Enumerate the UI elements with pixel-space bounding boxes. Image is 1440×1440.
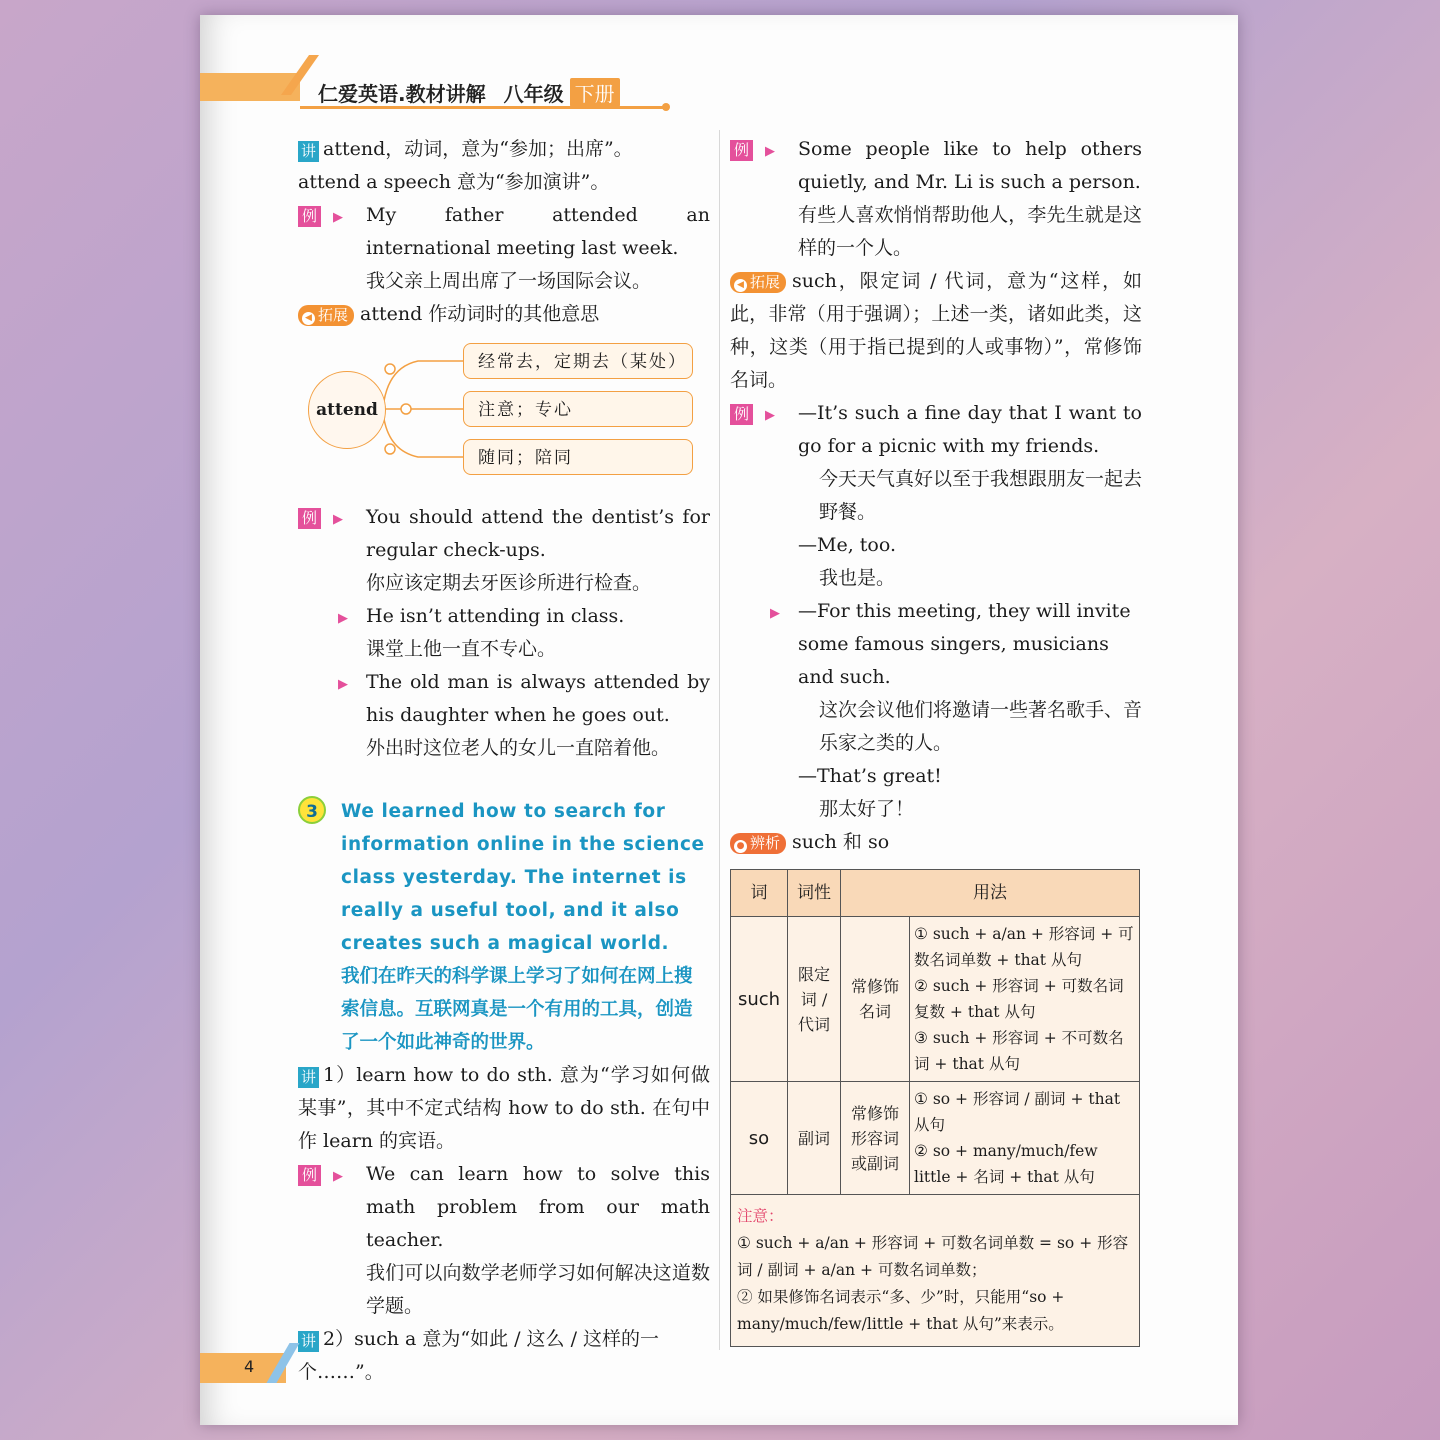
grade-label: 八年级 [503, 82, 564, 106]
jiang-tag: 讲 [298, 1067, 319, 1088]
jiang-tag: 讲 [298, 1331, 319, 1352]
table-header: 词性 [788, 870, 841, 917]
word-cell: so [731, 1082, 788, 1195]
extension-text: such，限定词 / 代词，意为“这样，如此，非常（用于强调）；上述一类，诸如此类，这种，这类（用于指已提到的人或事物）”，常修饰名词。 [730, 270, 1142, 391]
arrow-icon: ▶ [765, 144, 776, 159]
arrow-icon: ▶ [338, 677, 348, 692]
such-so-table [730, 869, 1140, 1347]
modifier-cell: 常修饰名词 [841, 917, 910, 1082]
li-tag: 例 [298, 508, 321, 529]
volume-badge: 下册 [570, 78, 620, 107]
dialogue-line-en: —It’s such a fine day that I want to go for a picnic with my friends. [798, 402, 1142, 457]
explain-attend-2: attend a speech 意为“参加演讲”。 [298, 171, 610, 193]
mindmap-item: 随同；陪同 [463, 439, 693, 475]
mindmap-item: 注意；专心 [463, 391, 693, 427]
arrow-icon: ▶ [338, 611, 348, 626]
usage-item: ① so + 形容词 / 副词 + that 从句 [914, 1090, 1121, 1134]
usage-cell [910, 1082, 1140, 1195]
sentence-number-badge: 3 [298, 796, 326, 824]
magnifier-icon: ● [734, 840, 747, 853]
explain-text: 2）such a 意为“如此 / 这么 / 这样的一个……”。 [298, 1328, 660, 1383]
pos-cell: 副词 [788, 1082, 841, 1195]
example-3 [298, 600, 710, 666]
dialogue-reply-cn: 我也是。 [819, 567, 896, 589]
example-1 [298, 199, 710, 298]
example-en: He isn’t attending in class. [366, 605, 625, 627]
key-sentence-3 [298, 795, 710, 1059]
note-title: 注意： [737, 1207, 784, 1225]
book-title: 仁爱英语.教材讲解 [318, 82, 486, 106]
key-sentence-en: We learned how to search for information online in the science class yesterday. The internet is really a useful tool, and it also creates such a magical world. [341, 801, 705, 954]
example-cn: 我父亲上周出席了一场国际会议。 [366, 270, 652, 292]
note-item: ① such + a/an + 形容词 + 可数名词单数 = so + 形容词 / 副词 + a/an + 可数名词单数； [737, 1234, 1129, 1279]
dialogue-line-cn: 这次会议他们将邀请一些著名歌手、音乐家之类的人。 [819, 699, 1143, 754]
sound-icon: ◀ [302, 312, 315, 325]
page-number: 4 [244, 1357, 255, 1376]
example-2 [298, 501, 710, 600]
table-row [731, 1082, 1140, 1195]
li-tag: 例 [298, 1165, 321, 1186]
li-tag: 例 [298, 206, 321, 227]
word-cell: such [731, 917, 788, 1082]
arrow-icon: ▶ [333, 512, 344, 527]
header-underline [300, 106, 665, 109]
modifier-cell: 常修饰形容词或副词 [841, 1082, 910, 1195]
table-header: 用法 [841, 870, 1140, 917]
dialogue-reply-en: —Me, too. [798, 534, 896, 556]
explain-text: attend，动词，意为“参加；出席”。 [323, 138, 633, 160]
dialogue-reply-en: —That’s great! [798, 765, 942, 787]
explain-text: 1）learn how to do sth. 意为“学习如何做某事”，其中不定式结构 how to do sth. 在句中作 learn 的宾语。 [298, 1064, 710, 1152]
usage-item: ② such + 形容词 + 可数名词复数 + that 从句 [914, 977, 1124, 1021]
dialogue-2 [730, 595, 1142, 826]
usage-cell [910, 917, 1140, 1082]
example-such-1 [730, 133, 1142, 265]
analysis-such-so [730, 826, 1142, 859]
mindmap-center: attend [308, 371, 386, 449]
arrow-icon: ▶ [770, 606, 780, 621]
example-4 [298, 666, 710, 765]
note-cell [731, 1195, 1140, 1347]
dialogue-1 [730, 397, 1142, 595]
table-header-row [731, 870, 1140, 917]
analysis-text: such 和 so [792, 831, 890, 853]
table-row [731, 917, 1140, 1082]
usage-item: ② so + many/much/few little + 名词 + that 从句 [914, 1142, 1098, 1186]
bianxi-label: 辨析 [750, 834, 781, 852]
explain-such-a [298, 1323, 710, 1389]
key-sentence-cn: 我们在昨天的科学课上学习了如何在网上搜索信息。互联网真是一个有用的工具，创造了一个如此神奇的世界。 [341, 966, 693, 1053]
extension-attend [298, 298, 710, 331]
example-en: My father attended an international meeting last week. [366, 204, 710, 259]
dialogue-line-cn: 今天天气真好以至于我想跟朋友一起去野餐。 [819, 468, 1143, 523]
tuozhan-label: 拓展 [318, 306, 349, 324]
example-en: We can learn how to solve this math problem from our math teacher. [366, 1163, 710, 1251]
example-cn: 你应该定期去牙医诊所进行检查。 [366, 572, 652, 594]
attend-mindmap [298, 339, 710, 491]
dialogue-line-en: —For this meeting, they will invite some famous singers, musicians and such. [798, 600, 1131, 688]
right-column [730, 133, 1142, 1347]
sound-icon: ◀ [734, 279, 747, 292]
note-item: ② 如果修饰名词表示“多、少”时，只能用“so + many/much/few/little + that 从句”来表示。 [737, 1288, 1065, 1333]
pos-cell: 限定词 / 代词 [788, 917, 841, 1082]
extension-text: attend 作动词时的其他意思 [360, 303, 600, 325]
explain-attend [298, 133, 710, 166]
bianxi-tag [730, 833, 786, 854]
arrow-icon: ▶ [765, 408, 776, 423]
column-divider [719, 130, 720, 1350]
explain-learn-how [298, 1059, 710, 1158]
arrow-icon: ▶ [333, 210, 344, 225]
example-5 [298, 1158, 710, 1323]
li-tag: 例 [730, 140, 753, 161]
example-cn: 外出时这位老人的女儿一直陪着他。 [366, 737, 671, 759]
extension-such [730, 265, 1142, 397]
textbook-page [200, 15, 1238, 1425]
example-cn: 课堂上他一直不专心。 [366, 638, 557, 660]
example-en: Some people like to help others quietly, and Mr. Li is such a person. [798, 138, 1142, 193]
example-en: You should attend the dentist’s for regular check-ups. [366, 506, 710, 561]
example-cn: 有些人喜欢悄悄帮助他人，李先生就是这样的一个人。 [798, 204, 1142, 259]
page-header [318, 78, 620, 107]
example-en: The old man is always attended by his daughter when he goes out. [366, 671, 710, 726]
left-column [298, 133, 710, 1389]
tuozhan-label: 拓展 [750, 273, 781, 291]
table-note-row [731, 1195, 1140, 1347]
usage-item: ① such + a/an + 形容词 + 可数名词单数 + that 从句 [914, 925, 1134, 969]
table-header: 词 [731, 870, 788, 917]
li-tag: 例 [730, 404, 753, 425]
tuozhan-tag [730, 272, 786, 293]
arrow-icon: ▶ [333, 1169, 344, 1184]
usage-item: ③ such + 形容词 + 不可数名词 + that 从句 [914, 1029, 1124, 1073]
tuozhan-tag [298, 305, 354, 326]
mindmap-item: 经常去，定期去（某处） [463, 343, 693, 379]
header-underline-dot [662, 103, 670, 111]
jiang-tag: 讲 [298, 141, 319, 162]
example-cn: 我们可以向数学老师学习如何解决这道数学题。 [366, 1262, 710, 1317]
dialogue-reply-cn: 那太好了！ [819, 798, 915, 820]
